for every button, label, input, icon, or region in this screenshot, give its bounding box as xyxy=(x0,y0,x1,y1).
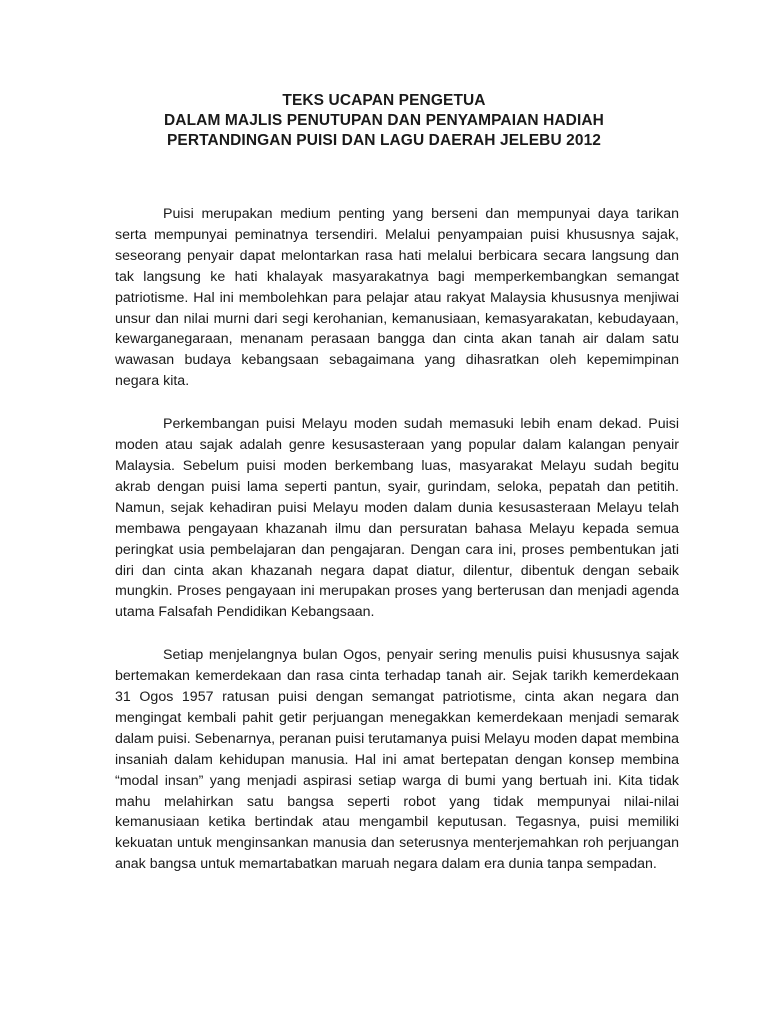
paragraph-1: Puisi merupakan medium penting yang berseni dan mempunyai daya tarikan serta mempunyai peminatnya tersendiri. Melalui penyampaian puisi khususnya sajak, seseorang penyair dapat melontarkan rasa hati melalui berbicara secara langsung dan tak langsung ke hati khalayak masyarakatnya bagi memperkembangkan semangat patriotisme. Hal ini membolehkan para pelajar atau rakyat Malaysia khususnya menjiwai unsur dan nilai murni dari segi kerohanian, kemanusiaan, kemasyarakatan, kebudayaan, kewarganegaraan, menanam perasaan bangga dan cinta akan tanah air dalam satu wawasan budaya kebangsaan sebagaimana yang dihasratkan oleh kepemimpinan negara kita. xyxy=(115,206,679,390)
document-title xyxy=(0,91,768,151)
paragraph-2: Perkembangan puisi Melayu moden sudah memasuki lebih enam dekad. Puisi moden atau sajak adalah genre kesusasteraan yang popular dalam kalangan penyair Malaysia. Sebelum puisi moden berkembang luas, masyarakat Melayu sudah begitu akrab dengan puisi lama seperti pantun, syair, gurindam, seloka, pepatah dan petitih. Namun, sejak kehadiran puisi Melayu moden dalam dunia kesusasteraan Melayu telah membawa pengayaan khazanah ilmu dan persuratan bahasa Melayu kepada semua peringkat usia pembelajaran dan pengajaran. Dengan cara ini, proses pembentukan jati diri dan cinta akan khazanah negara dapat diatur, dilentur, dibentuk dengan sebaik mungkin. Proses pengayaan ini merupakan proses yang berterusan dan menjadi agenda utama Falsafah Pendidikan Kebangsaan. xyxy=(115,416,679,621)
document-body xyxy=(115,204,679,897)
title-line-3: PERTANDINGAN PUISI DAN LAGU DAERAH JELEBU 2012 xyxy=(166,132,602,149)
paragraph-3: Setiap menjelangnya bulan Ogos, penyair sering menulis puisi khususnya sajak bertemakan kemerdekaan dan rasa cinta terhadap tanah air. Sejak tarikh kemerdekaan 31 Ogos 1957 ratusan puisi dengan semangat patriotisme, cinta akan negara dan mengingat kembali pahit getir perjuangan menegakkan kemerdekaan menjadi semarak dalam puisi. Sebenarnya, peranan puisi terutamanya puisi Melayu moden dapat membina insaniah dalam kehidupan manusia. Hal ini amat bertepatan dengan konsep membina “modal insan” yang menjadi aspirasi setiap warga di bumi yang bertuah ini. Kita tidak mahu melahirkan satu bangsa seperti robot yang tidak mempunyai nilai-nilai kemanusiaan ketika bertindak atau mengambil keputusan. Tegasnya, puisi memiliki kekuatan untuk menginsankan manusia dan seterusnya menterjemahkan roh perjuangan anak bangsa untuk memartabatkan maruah negara dalam era dunia tanpa sempadan. xyxy=(115,647,679,873)
title-line-1: TEKS UCAPAN PENGETUA xyxy=(282,92,486,109)
title-line-2: DALAM MAJLIS PENUTUPAN DAN PENYAMPAIAN HADIAH xyxy=(164,112,604,129)
